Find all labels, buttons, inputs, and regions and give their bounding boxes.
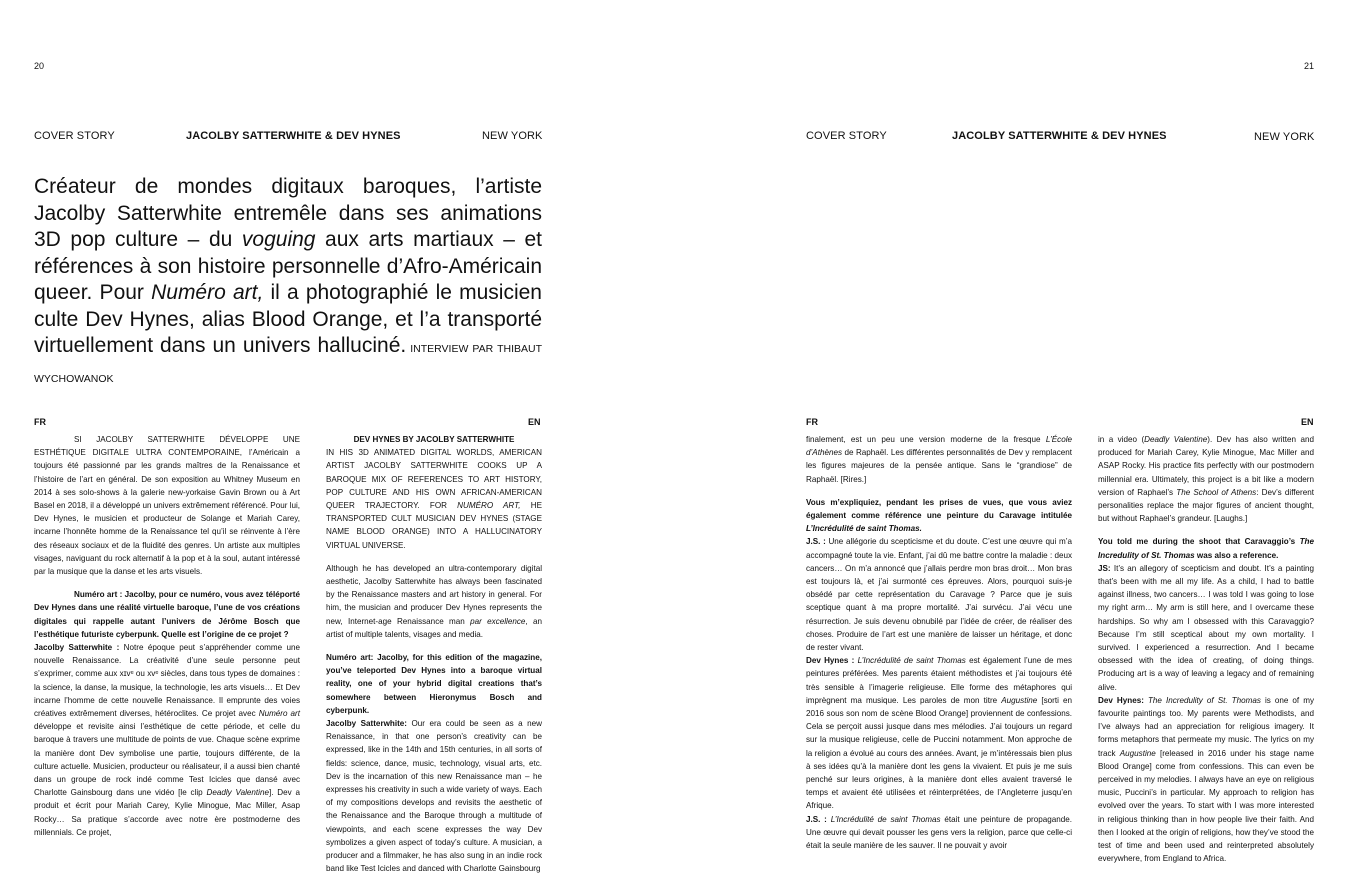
lang-label-en-left: EN (528, 417, 541, 427)
column-fr-left (34, 433, 300, 853)
story-title-right: JACOLBY SATTERWHITE & DEV HYNES (952, 130, 1167, 142)
en-answer-3: Dev Hynes: The Incredulity of St. Thomas is one of my favourite paintings too. My parents were Methodists, and I’ve always had an appreciation for religious imagery. It forms metaphors that permeate my music. The lyrics on my track Augustine [released in 2016 under his stage name Blood Orange] come from confessions. This can even be perceived in my melodies. I always have an eye on religious music, Puccini’s in particular. My approach to religion has evolved over the years. To start with I was more interested in religious thinking than in how people live their faith. And then I looked at the origin of religions, how they’ve stood the test of time and been used and reinterpreted absolutely everywhere, from England to Africa. (1098, 695, 1314, 864)
story-title-left: JACOLBY SATTERWHITE & DEV HYNES (186, 130, 401, 142)
column-fr-right (806, 433, 1072, 853)
en-continuation-paragraph: in a video (Deadly Valentine). Dev has also written and produced for Mariah Carey, Kylie Minogue, Mac Miller and ASAP Rocky. His practice fits perfectly with our postmodern millennial era. Ultimately, this project is a bit like a modern version of Raphael’s The School of Athens: Dev’s different personalities replace the major figures of ancient thought, but without Raphael’s grandeur. [Laughs.] (1098, 435, 1315, 524)
section-label-left: COVER STORY (34, 130, 115, 142)
city-label-right: NEW YORK (1254, 131, 1315, 143)
lang-label-fr-left: FR (34, 417, 46, 427)
fr-answer-1: Jacolby Satterwhite : Notre époque peut s’appréhender comme une nouvelle Renaissance. La créativité d’une seule personne peut s’exprimer, comme aux xɪvᵉ ou xᴠᵉ siècles, dans tous types de domaines : la science, la danse, la musique, la technologie, les arts visuels… Et Dev incarne l’homme de cette nouvelle Renaissance. Il emprunte des voies créatives extrêmement diverses, hétéroclites. Ce projet avec Numéro art développe et revisite ainsi l’esthétique de cette période, et celle du baroque à travers une multitude de points de vue. Chaque scène exprime la manière dont Dev symbolise une partie, toujours différente, de la culture actuelle. Musicien, producteur ou réalisateur, il a aussi bien chanté dans un groupe de rock indé comme Test Icicles que dansé avec Charlotte Gainsbourg dans une vidéo [le clip Deadly Valentine]. Dev a produit et écrit pour Mariah Carey, Kylie Minogue, Mac Miller, Asap Rocky… Sa pratique s’accorde avec notre ère postmoderne des millennials. Ce projet, (34, 643, 301, 837)
section-label-right: COVER STORY (806, 130, 887, 142)
fr-answer-3: Dev Hynes : L’Incrédulité de saint Thomas est également l’une de mes peintures préférées. Mes parents étaient méthodistes et j’ai toujours été très sensible à l’imagerie religieuse. Elle forme des métaphores qui imprègnent ma musique. Les paroles de mon titre Augustine [sorti en 2016 sous son nom de scène Blood Orange] proviennent de confessions. Cela se perçoit aussi jusque dans mes mélodies. J’ai toujours un regard sur la musique religieuse, celle de Puccini notamment. Mon approche de la religion a évolué au cours des années. Avant, je m’intéressais bien plus à ses idées qu’à la manière dont les gens la vivaient. Et puis je me suis penché sur leurs origines, à la manière dont elles avaient traversé le temps et avaient été utilisées et réinterprétées, de l’Angleterre jusqu’en Afrique. (806, 656, 1073, 811)
en-answer-1: Jacolby Satterwhite: Our era could be seen as a new Renaissance, in that one person’s creativity can be expressed, like in the 14th and 15th centuries, in all sorts of fields: science, dance, music, technology, visual arts, etc. Dev is the incarnation of this new Renaissance man – he expresses his creativity in such a wide variety of ways. Each of my compositions develops and revisits the aesthetic of the Renaissance and the Baroque through a multitude of viewpoints, and each scene expresses the way Dev symbolizes a given aspect of today’s culture. A musician, a producer and a filmmaker, he has also sung in an indie rock band like Test Icicles and danced with Charlotte Gainsbourg (326, 719, 542, 874)
fr-continuation-paragraph: finalement, est un peu une version moderne de la fresque L’École d’Athènes de Raphaël. Les différentes personnalités de Dev y remplacent les figures majeures de la pensée antique. Sans le “grandiose” de Raphaël. [Rires.] (806, 435, 1072, 484)
lang-label-en-right: EN (1301, 417, 1314, 427)
intro-paragraph: Créateur de mondes digitaux baroques, l’artiste Jacolby Satterwhite entremêle dans ses animations 3D pop culture – du voguing aux arts martiaux – et références à son histoire personnelle d’Afro-Américain queer. Pour Numéro art, il a photographié le musicien culte Dev Hynes, alias Blood Orange, et l’a transporté virtuellement dans un univers halluciné. INTERVIEW PAR THIBAUT WYCHOWANOK (34, 175, 542, 385)
page-number-left: 20 (34, 61, 45, 71)
fr-lead-paragraph: SI JACOLBY SATTERWHITE DÉVELOPPE UNE ESTHÉTIQUE DIGITALE ULTRA CONTEMPORAINE, l’Américain a toujours été passionné par les grands maîtres de la Renaissance et l’histoire de l’art en général. De son exposition au Whitney Museum en 2014 à ses solo-shows à la galerie new-yorkaise Gavin Brown ou à Art Basel en 2018, il a développé un univers extrêmement référencé. Pour lui, Dev Hynes, le musicien et producteur de Solange et Mariah Carey, incarne l’honnête homme de la Renaissance tel qu’il se réinvente à l’ère des réseaux sociaux et de la fluidité des genres. Un artiste aux multiples visages, naviguant du rock alternatif à la pop et à la soul, autant intéressé par la musique que la danse et les arts visuels. (34, 435, 300, 577)
column-en-left (326, 433, 542, 874)
fr-question-1: Numéro art : Jacolby, pour ce numéro, vous avez téléporté Dev Hynes dans une réalité virtuelle baroque, l’une de vos créations digitales qui rappelle autant l’univers de Jérôme Bosch que l’esthétique futuriste cyberpunk. Quelle est l’origine de ce projet ? (34, 590, 300, 639)
en-answer-2: JS: It’s an allegory of scepticism and doubt. It’s a painting that’s been with me all my life. As a child, I had to battle against illness, two cancers… I was told I was going to lose my right arm… My arm is still here, and I overcame these hardships. So why am I obsessed with this Caravaggio? Because I’m still sceptical about my own mortality. I survived. I experienced a resurrection. And I became obsessed with the idea of creating, of doing things. Producing art is a way of leaving a legacy and of remaining alive. (1098, 563, 1314, 692)
fr-answer-2: J.S. : Une allégorie du scepticisme et du doute. C’est une œuvre qui m’a accompagné toute la vie. Enfant, j’ai dû me battre contre la maladie : deux cancers… On m’a annoncé que j’allais perdre mon bras droit… Mon bras est toujours là, et j’ai surmonté ces épreuves. Alors, pourquoi suis-je obsédé par cette représentation du Caravage ? Parce que je suis sceptique quant à ma propre mortalité. J’ai survécu. J’ai vécu une résurrection. Je suis devenu obnubilé par l’idée de créer, de réaliser des choses. Produire de l’art est une manière de laisser un héritage, et donc de rester vivant. (806, 537, 1072, 653)
en-question-2: You told me during the shoot that Caravaggio’s The Incredulity of St. Thomas was also a reference. (1098, 537, 1314, 560)
en-intro-paragraph: Although he has developed an ultra-contemporary digital aesthetic, Jacolby Satterwhite has always been fascinated by the Renaissance masters and art history in general. For him, the musician and producer Dev Hynes represents the new, Internet-age Renaissance man par excellence, an artist of multiple talents, visages and media. (326, 563, 542, 639)
fr-question-2: Vous m’expliquiez, pendant les prises de vues, que vous aviez également comme référence une peinture du Caravage intitulée L’Incrédulité de saint Thomas. (806, 497, 1072, 534)
lang-label-fr-right: FR (806, 417, 818, 427)
page-number-right: 21 (1304, 61, 1315, 71)
en-headline: DEV HYNES BY JACOLBY SATTERWHITE (353, 435, 515, 444)
city-label-left: NEW YORK (482, 130, 543, 142)
interview-credit: INTERVIEW PAR THIBAUT WYCHOWANOK (34, 343, 542, 385)
fr-answer-4: J.S. : L’Incrédulité de saint Thomas était une peinture de propagande. Une œuvre qui devait pousser les gens vers la religion, parce que celle-ci était la seule manière de les sauver. Il ne pouvait y avoir (806, 814, 1073, 851)
column-en-right (1098, 433, 1315, 864)
en-question-1: Numéro art: Jacolby, for this edition of the magazine, you’ve teleported Dev Hynes into a baroque virtual reality, one of your hybrid digital creations that’s somewhere between Hieronymus Bosch and cyberpunk. (326, 653, 542, 715)
en-lead-paragraph: IN HIS 3D ANIMATED DIGITAL WORLDS, AMERICAN ARTIST JACOLBY SATTERWHITE COOKS UP A BAROQUE MIX OF REFERENCES TO ART HISTORY, POP CULTURE AND HIS OWN AFRICAN-AMERICAN QUEER TRAJECTORY. FOR NUMÉRO ART, HE TRANSPORTED CULT MUSICIAN DEV HYNES (STAGE NAME BLOOD ORANGE) INTO A HALLUCINATORY VIRTUAL UNIVERSE. (326, 448, 542, 550)
